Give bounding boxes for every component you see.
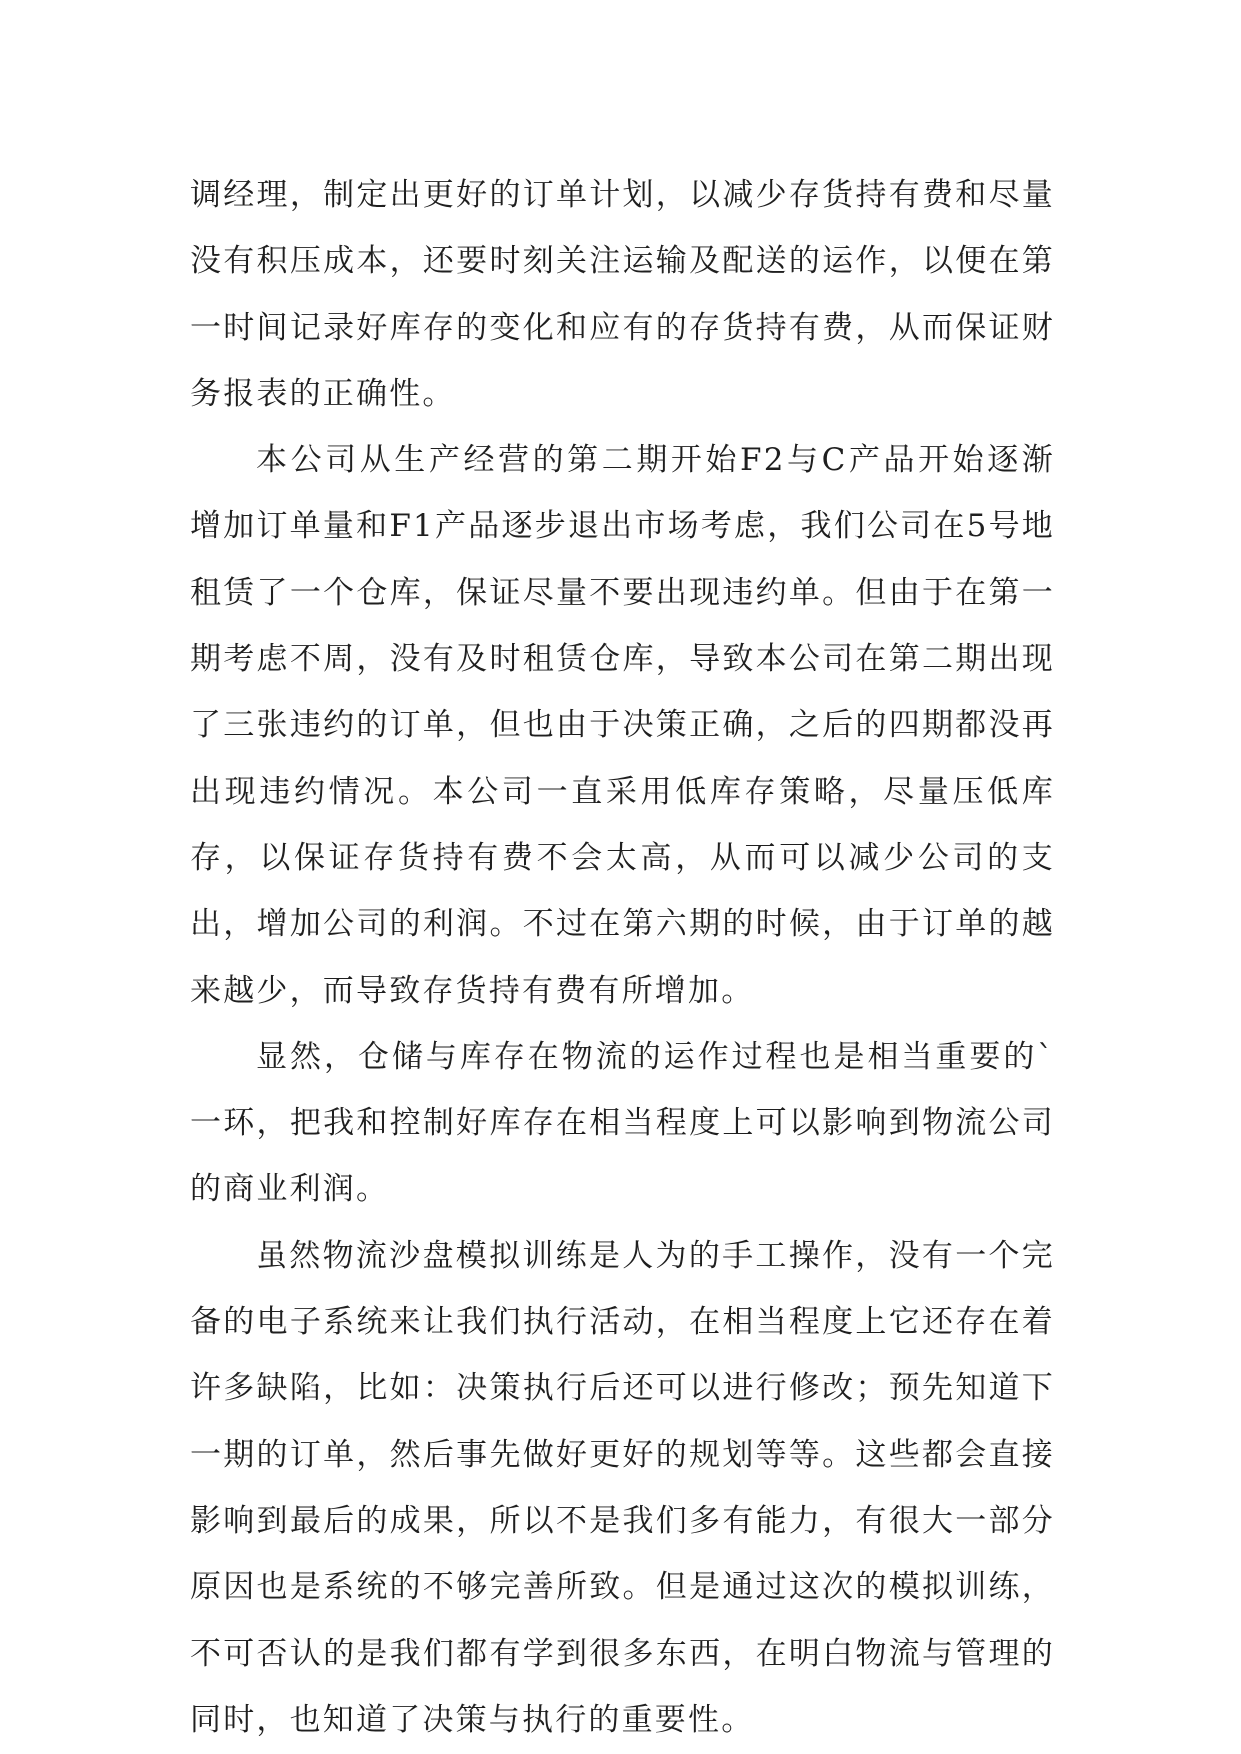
document-body [190,162,1055,1753]
paragraph-1: 调经理，制定出更好的订单计划，以减少存货持有费和尽量没有积压成本，还要时刻关注运输及配送的运作，以便在第一时间记录好库存的变化和应有的存货持有费，从而保证财务报表的正确性。 [190,177,1055,412]
paragraph-4: 虽然物流沙盘模拟训练是人为的手工操作，没有一个完备的电子系统来让我们执行活动，在相当程度上它还存在着许多缺陷，比如：决策执行后还可以进行修改；预先知道下一期的订单，然后事先做好更好的规划等等。这些都会直接影响到最后的成果，所以不是我们多有能力，有很大一部分原因也是系统的不够完善所致。但是通过这次的模拟训练，不可否认的是我们都有学到很多东西，在明白物流与管理的同时，也知道了决策与执行的重要性。 [190,1237,1055,1738]
paragraph-2: 本公司从生产经营的第二期开始F2与C产品开始逐渐增加订单量和F1产品逐步退出市场考虑，我们公司在5号地租赁了一个仓库，保证尽量不要出现违约单。但由于在第一期考虑不周，没有及时租赁仓库，导致本公司在第二期出现了三张违约的订单，但也由于决策正确，之后的四期都没再出现违约情况。本公司一直采用低库存策略，尽量压低库存，以保证存货持有费不会太高，从而可以减少公司的支出，增加公司的利润。不过在第六期的时候，由于订单的越来越少，而导致存货持有费有所增加。 [190,442,1055,1009]
paragraph-3: 显然，仓储与库存在物流的运作过程也是相当重要的`一环，把我和控制好库存在相当程度上可以影响到物流公司的商业利润。 [190,1038,1055,1208]
